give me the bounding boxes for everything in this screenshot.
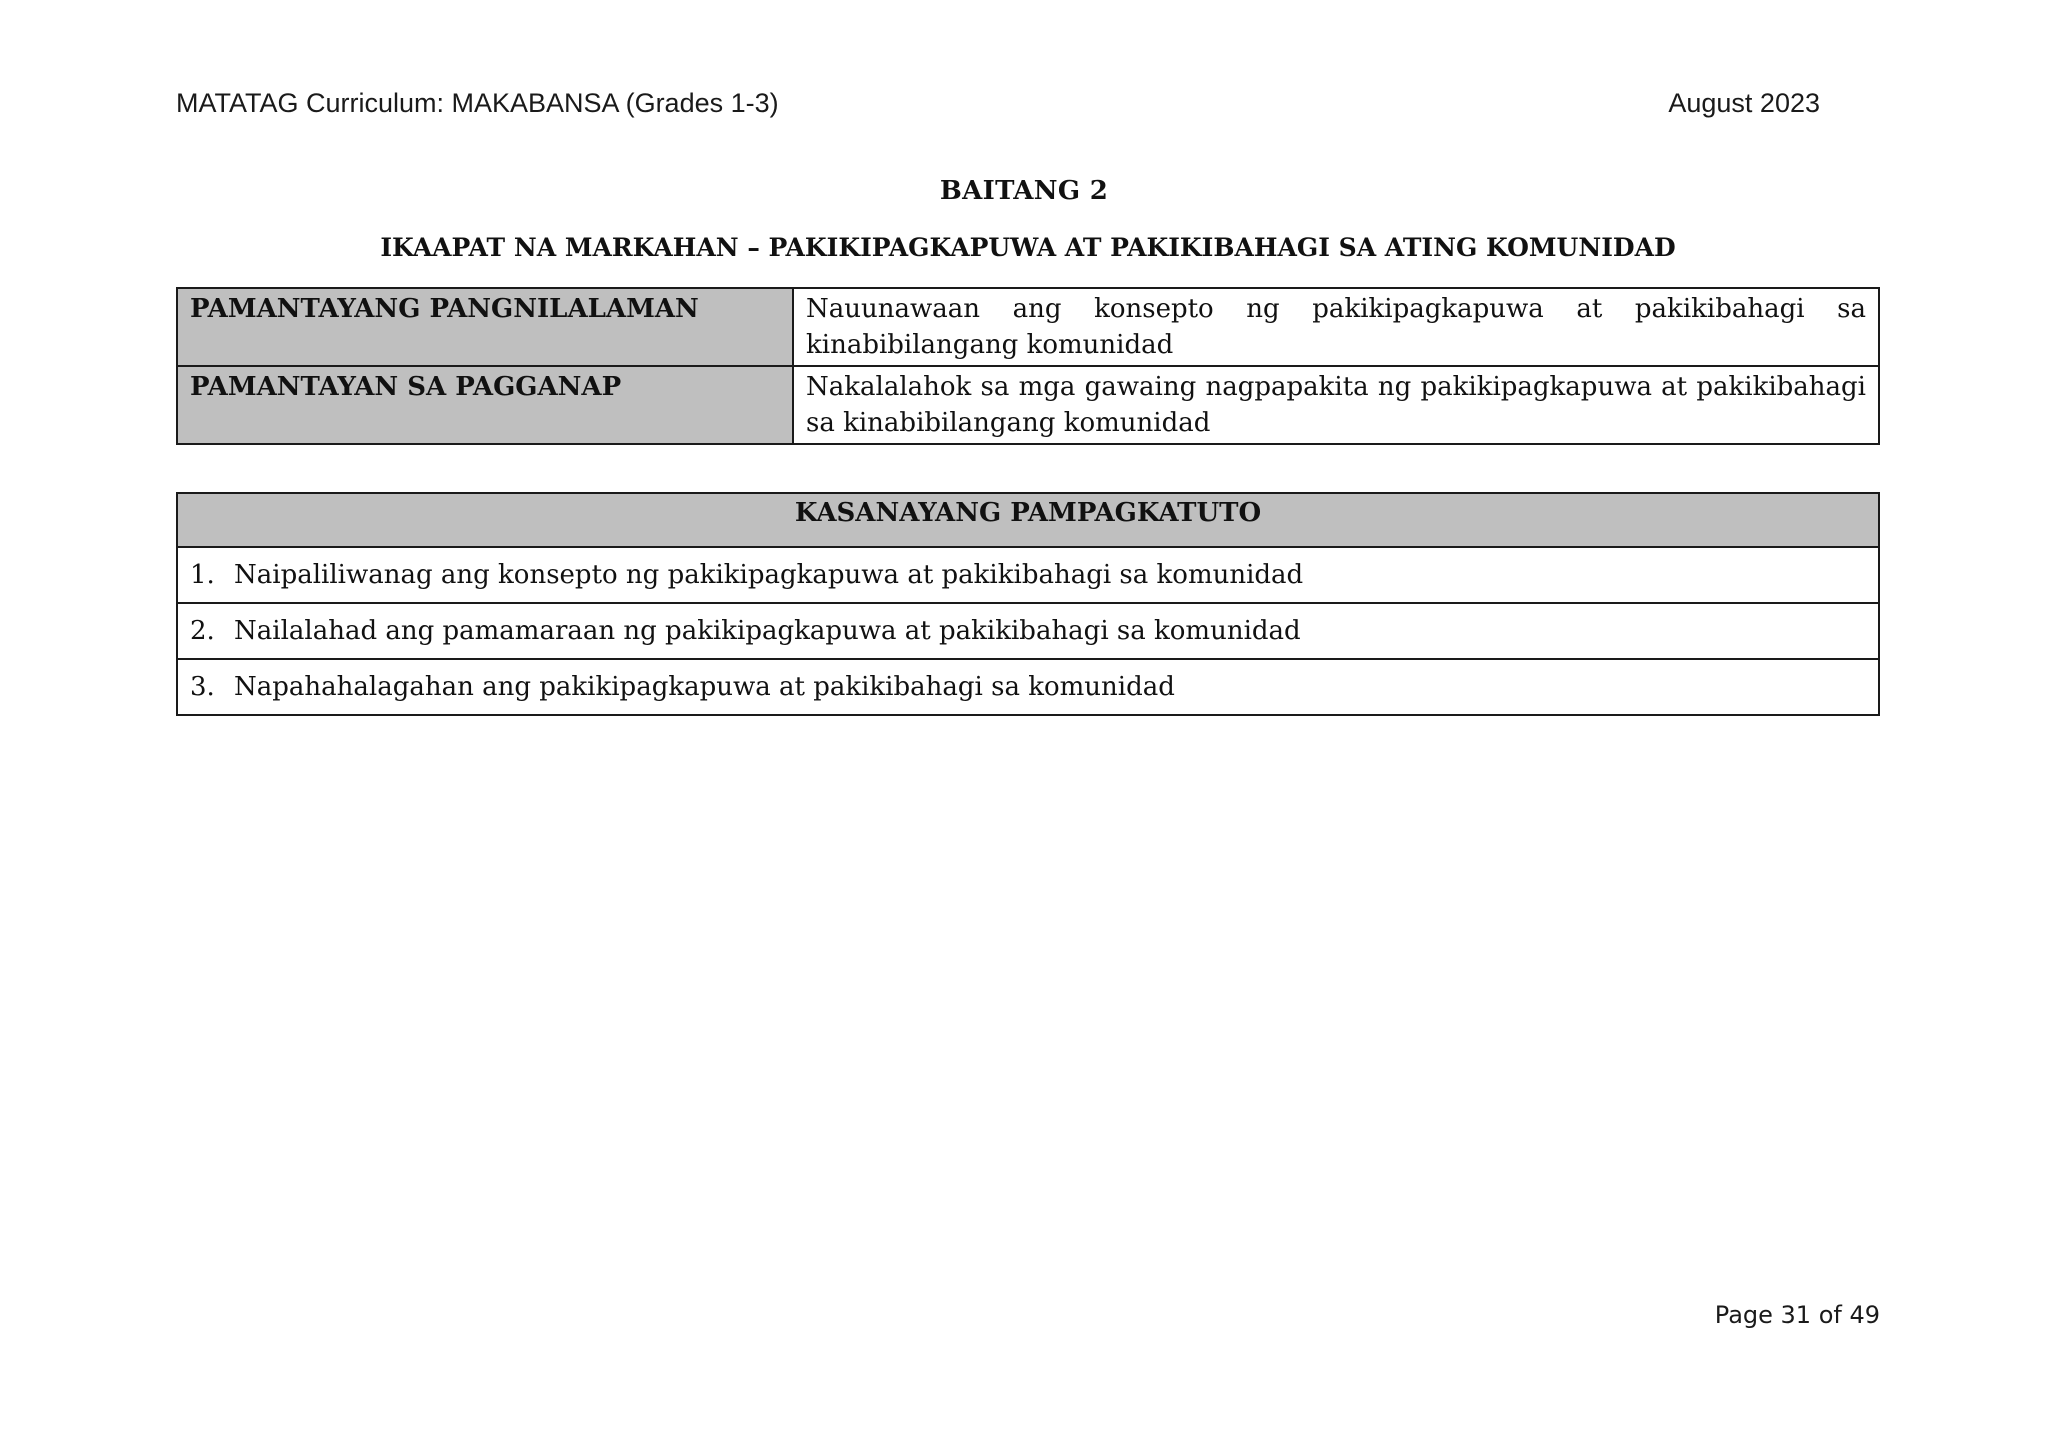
- quarter-title: IKAAPAT NA MARKAHAN – PAKIKIPAGKAPUWA AT PAKIKIBAHAGI SA ATING KOMUNIDAD: [380, 233, 1676, 262]
- competency-number: 3.: [190, 672, 215, 702]
- competency-text: Nailalahad ang pamamaraan ng pakikipagkapuwa at pakikibahagi sa komunidad: [234, 616, 1301, 646]
- table-row: [177, 659, 1879, 715]
- competency-number: 2.: [190, 616, 215, 646]
- learning-competencies-header-row: [177, 493, 1879, 547]
- competency-item: [177, 659, 1879, 715]
- standard-row: [177, 288, 1879, 366]
- standard-row: [177, 366, 1879, 444]
- page-number: Page 31 of 49: [1714, 1301, 1880, 1329]
- learning-competencies-table: [176, 492, 1880, 716]
- performance-standard-label: PAMANTAYAN SA PAGGANAP: [177, 366, 793, 444]
- performance-standard-value: Nakalalahok sa mga gawaing nagpapakita ng pakikipagkapuwa at pakikibahagi sa kinabibilangang komunidad: [793, 366, 1879, 444]
- standards-table: [176, 287, 1880, 445]
- content-standard-label: PAMANTAYANG PANGNILALAMAN: [177, 288, 793, 366]
- competency-text: Napahahalagahan ang pakikipagkapuwa at pakikibahagi sa komunidad: [234, 672, 1175, 702]
- competency-text: Naipaliliwanag ang konsepto ng pakikipagkapuwa at pakikibahagi sa komunidad: [234, 560, 1304, 590]
- competency-item: [177, 547, 1879, 603]
- table-row: [177, 547, 1879, 603]
- document-header-title: MATATAG Curriculum: MAKABANSA (Grades 1-3): [176, 88, 779, 118]
- competency-number: 1.: [190, 560, 215, 590]
- document-header-date: August 2023: [1668, 88, 1820, 118]
- competency-item: [177, 603, 1879, 659]
- content-standard-value: Nauunawaan ang konsepto ng pakikipagkapuwa at pakikibahagi sa kinabibilangang komunidad: [793, 288, 1879, 366]
- learning-competencies-header: KASANAYANG PAMPAGKATUTO: [177, 493, 1879, 547]
- table-row: [177, 603, 1879, 659]
- grade-title: BAITANG 2: [939, 176, 1109, 206]
